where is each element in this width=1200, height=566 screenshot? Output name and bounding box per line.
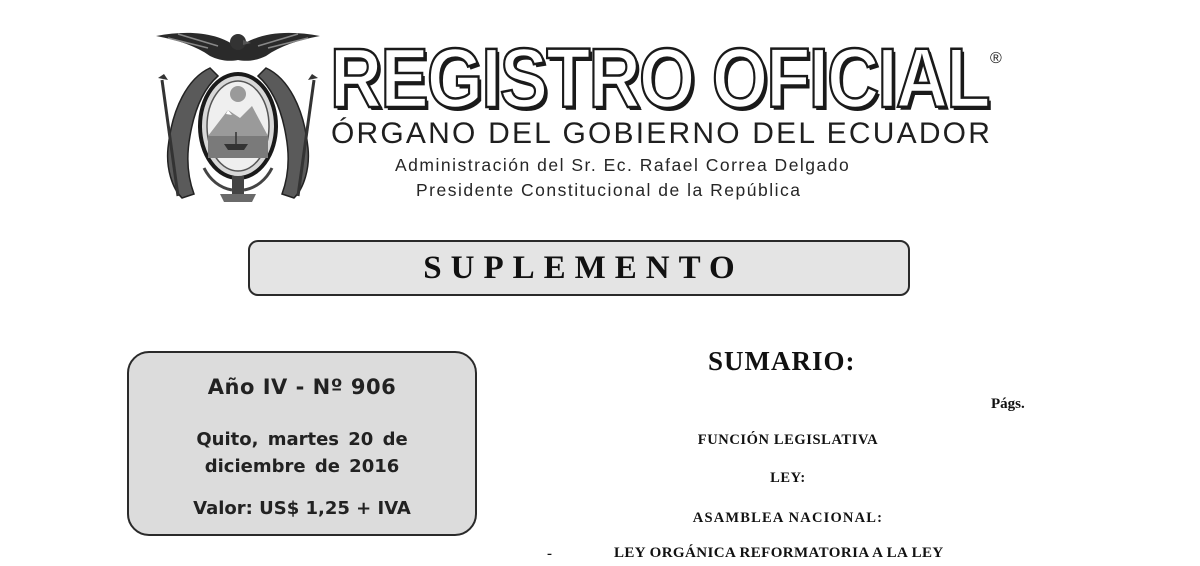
sumario-title: SUMARIO: xyxy=(708,346,856,376)
suplemento-label: SUPLEMENTO xyxy=(423,249,744,286)
issue-number: Año IV - Nº 906 xyxy=(207,375,397,399)
coat-of-arms-icon xyxy=(148,18,328,208)
masthead-title: REGISTRO OFICIAL xyxy=(330,31,989,125)
issue-date xyxy=(129,426,475,480)
suplemento-banner xyxy=(248,240,910,296)
masthead-administration-line: Administración del Sr. Ec. Rafael Correa Delgado xyxy=(395,155,851,175)
sumario-item-title: LEY ORGÁNICA REFORMATORIA A LA LEY xyxy=(614,545,944,561)
issue-date-line-2: diciembre de 2016 xyxy=(204,456,400,477)
pages-column-label: Págs. xyxy=(991,396,1025,412)
sumario-section-heading: FUNCIÓN LEGISLATIVA xyxy=(697,432,879,448)
sumario-item-bullet: - xyxy=(547,546,552,562)
sumario-issuer-heading: ASAMBLEA NACIONAL: xyxy=(692,510,884,526)
issue-date-line-1: Quito, martes 20 de xyxy=(196,429,408,450)
issue-price: Valor: US$ 1,25 + IVA xyxy=(193,498,411,519)
masthead-president-line: Presidente Constitucional de la República xyxy=(416,180,802,200)
masthead-subtitle: ÓRGANO DEL GOBIERNO DEL ECUADOR xyxy=(331,117,993,150)
ecuador-coat-of-arms-icon xyxy=(148,18,328,208)
sumario-type-heading: LEY: xyxy=(770,470,806,486)
registered-trademark-mark: ® xyxy=(990,50,1002,67)
issue-info-box xyxy=(127,351,477,536)
